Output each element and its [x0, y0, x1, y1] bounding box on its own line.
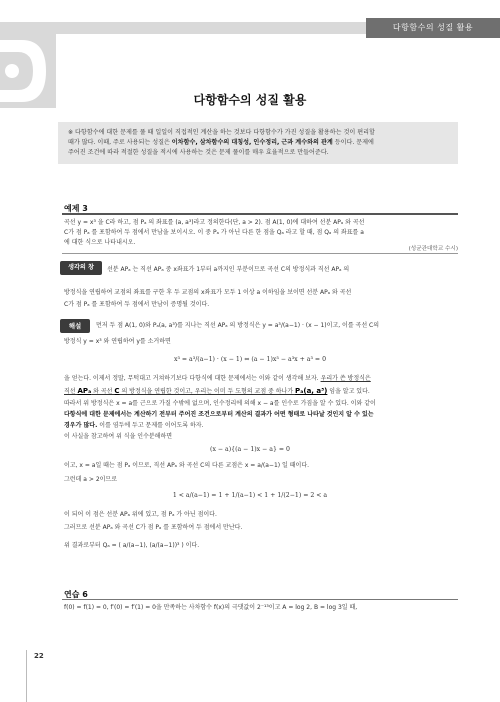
drill-title: 연습 6 [64, 590, 88, 599]
section-tab: 다항함수의 성질 활용 [366, 18, 500, 38]
solution-label: 해설 [60, 319, 90, 333]
solution-line-4: 직선 APₐ 와 곡선 C 의 방정식을 연립한 것이고, 우리는 이미 두 도형의 교점 중 하나가 Pₐ(a, a³) 임을 알고 있다. [64, 387, 370, 395]
note-line-1: ※ 다항함수에 대한 문제를 풀 때 일일이 직접적인 계산을 하는 것보다 다항함수가 가진 성질을 활용하는 것이 편리할 [68, 129, 375, 136]
solution-line-8: 이 사실을 참고하여 위 식을 인수분해하면 [64, 433, 173, 440]
intro-note-box [58, 122, 458, 164]
idea-label: 생각의 창 [60, 261, 102, 275]
equation-2: (x − a){(a − 1)x − a} = 0 [210, 446, 290, 453]
idea-body: 방정식을 연립하여 교점의 좌표를 구한 후 두 교점의 x좌표가 모두 1 이상 a 이하임을 보이면 선분 APₐ 와 곡선 C가 점 Pₐ 를 포함하여 두 점에서 만남이 증명될 것이다. [64, 289, 352, 308]
drill-rule [62, 599, 458, 600]
drill-problem: f(0) = f(1) = 0, f′(0) = f′(1) = 0을 만족하는 사차함수 f(x)의 극댓값이 2⁻¹³이고 A = log 2, B = log 3일 때, [64, 604, 358, 611]
page-number-divider [26, 650, 27, 702]
page-number: 22 [34, 652, 44, 660]
solution-line-3: 을 얻는다. 이제서 정말, 무턱대고 거쳐하기보다 다항식에 대한 문제에서는 이와 같이 생각해 보자. 우리가 쓴 방정식은 [64, 375, 371, 382]
solution-line-13: 위 결과로부터 Qₐ = ( a/(a−1), (a/(a−1))³ ) 이다. [64, 542, 200, 549]
example-rule [62, 213, 458, 215]
solution-line-5: 따라서 위 방정식은 x = a를 근으로 가질 수밖에 없으며, 인수정리에 의해 x − a를 인수로 가짐을 알 수 있다. 이와 같이 [64, 400, 376, 407]
example-problem: 곡선 y = x³ 을 C라 하고, 점 Pₐ 의 좌표를 (a, a³)라고 정의한다(단, a > 2). 점 A(1, 0)에 대하여 선분 APₐ 와 곡선 C가 점 Pₐ 를 포함하여 두 점에서 만남을 보이시오. 이 중 Pₐ 가 아닌 다른 한 점을 Qₐ 라고 할 때, 점 Qₐ 의 좌표를 a 에 대한 식으로 나타내시오. [64, 219, 365, 246]
solution-line-12: 그러므로 선분 APₐ 와 곡선 C가 점 Pₐ 를 포함하여 두 점에서 만난다. [64, 524, 243, 531]
solution-line-10: 그런데 a > 2이므로 [64, 476, 118, 483]
page-title: 다항함수의 성질 활용 [193, 93, 307, 107]
note-line-3: 주어진 조건에 따라 적절한 성질을 적시에 사용하는 것은 문제 풀이를 매우 효율적으로 만들어준다. [68, 148, 329, 156]
solution-line-1: 먼저 두 점 A(1, 0)와 Pₐ(a, a³)를 지나는 직선 APₐ 의 방정식은 y = a³/(a−1) · (x − 1)이고, 이를 곡선 C의 [96, 322, 380, 329]
equation-1: x³ = a³/(a−1) · (x − 1) ⇔ (a − 1)x³ − a³x + a³ = 0 [173, 356, 327, 363]
solution-line-11: 이 되어 이 점은 선분 APₐ 위에 있고, 점 Pₐ 가 아닌 점이다. [64, 511, 217, 518]
solution-line-2: 방정식 y = x³ 와 연립하여 y를 소거하면 [64, 338, 171, 345]
solution-line-7: 경우가 많다. 이를 염두에 두고 문제를 이어도록 하자. [64, 422, 204, 429]
equation-3: 1 < a/(a−1) = 1 + 1/(a−1) < 1 + 1/(2−1) = 2 < a [172, 492, 328, 499]
note-line-2: 때가 많다. 이때, 주로 사용되는 성질은 이차함수, 삼차함수의 대칭성, 인수정리, 근과 계수와의 관계 등이다. 문제에 [68, 138, 374, 146]
idea-line-1: 선분 APₐ 는 직선 APₐ 중 x좌표가 1부터 a까지인 부분이므로 곡선 C의 방정식과 직선 APₐ 의 [107, 266, 350, 273]
example-source: (성균관대학교 수시) [408, 246, 458, 252]
solution-line-9: 이고, x = a일 때는 점 Pₐ 이므로, 직선 APₐ 와 곡선 C의 다른 교점은 x = a/(a−1) 일 때이다. [64, 462, 310, 469]
example-bottom-rule [62, 253, 458, 254]
example-title: 예제 3 [64, 204, 88, 213]
solution-line-6: 다항식에 대한 문제에서는 계산하기 전부터 주어진 조건으로부터 계산의 결과가 어떤 형태로 나타날 것인지 알 수 있는 [64, 411, 374, 418]
